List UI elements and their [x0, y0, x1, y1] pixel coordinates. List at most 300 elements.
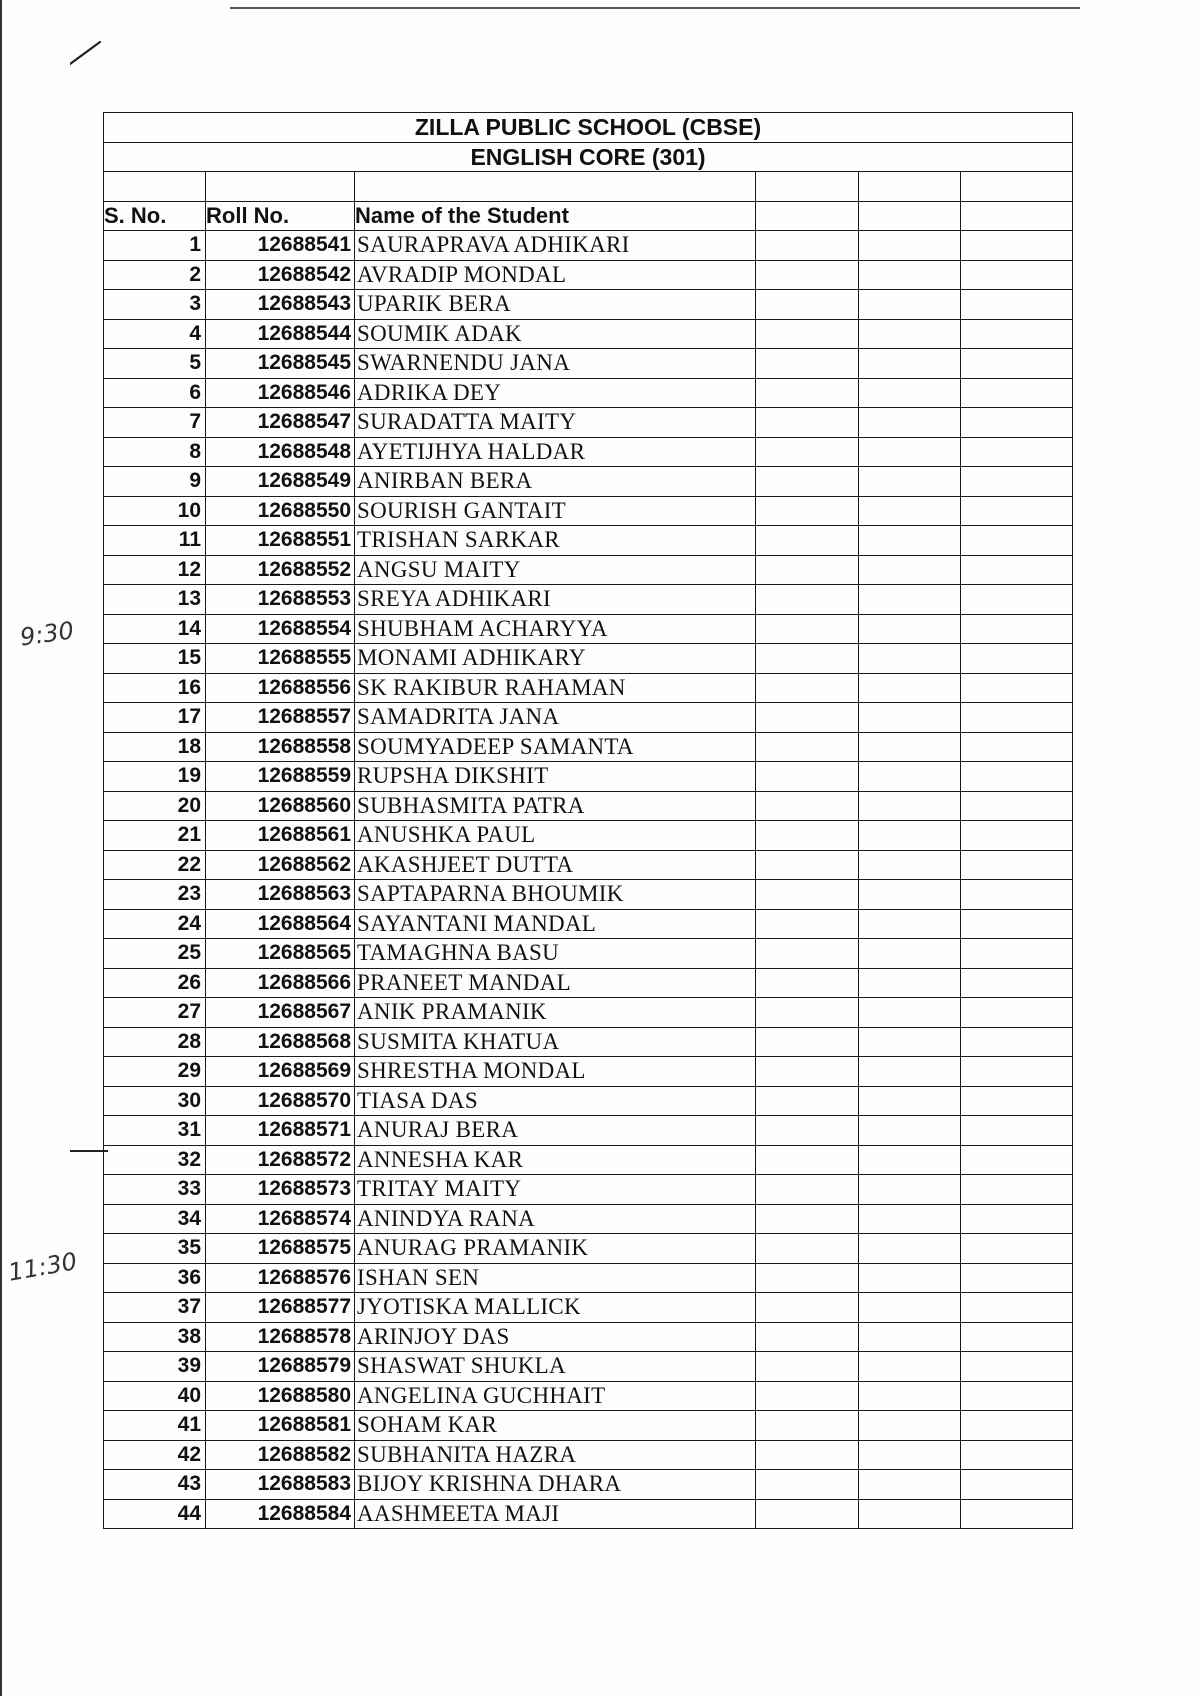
table-row — [104, 408, 1073, 438]
student-serial: 26 — [104, 968, 206, 998]
table-row — [104, 968, 1073, 998]
blank-cell — [859, 290, 961, 320]
blank-cell — [961, 732, 1073, 762]
table-row — [104, 1116, 1073, 1146]
title-row — [104, 113, 1073, 143]
student-name: AASHMEETA MAJI — [355, 1499, 756, 1529]
blank-cell — [756, 1470, 859, 1500]
blank-cell — [961, 939, 1073, 969]
name-header: Name of the Student — [355, 201, 756, 231]
blank-cell — [756, 1381, 859, 1411]
student-name: ANIRBAN BERA — [355, 467, 756, 497]
blank-cell — [859, 1499, 961, 1529]
table-row — [104, 231, 1073, 261]
blank-cell — [961, 585, 1073, 615]
blank-cell — [756, 1440, 859, 1470]
student-serial: 27 — [104, 998, 206, 1028]
blank-header-3 — [961, 201, 1073, 231]
blank-cell — [756, 673, 859, 703]
student-name: TIASA DAS — [355, 1086, 756, 1116]
student-roll-number: 12688579 — [206, 1352, 355, 1382]
student-name: SUSMITA KHATUA — [355, 1027, 756, 1057]
column-header-row — [104, 201, 1073, 231]
student-serial: 41 — [104, 1411, 206, 1441]
blank-cell — [756, 1175, 859, 1205]
scan-edge — [0, 0, 2, 1696]
student-roll-number: 12688543 — [206, 290, 355, 320]
table-row — [104, 526, 1073, 556]
table-row — [104, 1499, 1073, 1529]
blank-cell — [961, 1175, 1073, 1205]
student-roll-number: 12688568 — [206, 1027, 355, 1057]
blank-cell — [756, 1499, 859, 1529]
blank-cell — [859, 673, 961, 703]
subject-title: ENGLISH CORE (301) — [104, 142, 1073, 172]
table-row — [104, 614, 1073, 644]
subject-row — [104, 142, 1073, 172]
blank-cell — [961, 703, 1073, 733]
blank-cell — [756, 1322, 859, 1352]
student-roll-number: 12688563 — [206, 880, 355, 910]
blank-cell — [961, 1204, 1073, 1234]
table-row — [104, 1411, 1073, 1441]
student-serial: 17 — [104, 703, 206, 733]
table-row — [104, 703, 1073, 733]
student-roll-number: 12688549 — [206, 467, 355, 497]
blank-cell — [859, 378, 961, 408]
blank-cell — [961, 467, 1073, 497]
student-roll-number: 12688581 — [206, 1411, 355, 1441]
student-roll-number: 12688558 — [206, 732, 355, 762]
blank-cell — [961, 1352, 1073, 1382]
student-serial: 44 — [104, 1499, 206, 1529]
student-name: SREYA ADHIKARI — [355, 585, 756, 615]
student-roll-number: 12688572 — [206, 1145, 355, 1175]
blank-cell — [756, 1057, 859, 1087]
student-roll-number: 12688580 — [206, 1381, 355, 1411]
student-name: SAURAPRAVA ADHIKARI — [355, 231, 756, 261]
margin-note-time-2: 11:30 — [6, 1247, 80, 1287]
blank-cell — [961, 526, 1073, 556]
blank-cell — [961, 260, 1073, 290]
student-roll-number: 12688555 — [206, 644, 355, 674]
table-row — [104, 762, 1073, 792]
blank-cell — [756, 260, 859, 290]
student-name: SUBHASMITA PATRA — [355, 791, 756, 821]
student-serial: 24 — [104, 909, 206, 939]
table-row — [104, 880, 1073, 910]
blank-cell — [756, 319, 859, 349]
blank-cell — [961, 437, 1073, 467]
blank-cell — [961, 968, 1073, 998]
student-name: RUPSHA DIKSHIT — [355, 762, 756, 792]
student-name: ANURAG PRAMANIK — [355, 1234, 756, 1264]
student-roll-number: 12688547 — [206, 408, 355, 438]
blank-cell — [756, 496, 859, 526]
blank-cell — [756, 1411, 859, 1441]
student-name: ANURAJ BERA — [355, 1116, 756, 1146]
blank-cell — [756, 1204, 859, 1234]
student-roll-number: 12688575 — [206, 1234, 355, 1264]
student-serial: 8 — [104, 437, 206, 467]
blank-cell — [859, 614, 961, 644]
blank-cell — [859, 1027, 961, 1057]
student-serial: 15 — [104, 644, 206, 674]
student-serial: 35 — [104, 1234, 206, 1264]
student-serial: 34 — [104, 1204, 206, 1234]
blank-cell — [961, 791, 1073, 821]
blank-cell — [961, 1027, 1073, 1057]
table-row — [104, 1263, 1073, 1293]
blank-cell — [859, 703, 961, 733]
blank-cell — [859, 437, 961, 467]
student-name: TRISHAN SARKAR — [355, 526, 756, 556]
student-serial: 16 — [104, 673, 206, 703]
blank-header-1 — [756, 201, 859, 231]
blank-cell — [756, 585, 859, 615]
table-row — [104, 939, 1073, 969]
table-row — [104, 1027, 1073, 1057]
table-row — [104, 673, 1073, 703]
student-serial: 14 — [104, 614, 206, 644]
student-serial: 33 — [104, 1175, 206, 1205]
blank-cell — [756, 968, 859, 998]
student-name: SOUMYADEEP SAMANTA — [355, 732, 756, 762]
student-name: ANIK PRAMANIK — [355, 998, 756, 1028]
student-serial: 2 — [104, 260, 206, 290]
student-serial: 43 — [104, 1470, 206, 1500]
blank-cell — [756, 821, 859, 851]
blank-cell — [961, 555, 1073, 585]
blank-cell — [859, 260, 961, 290]
blank-cell — [859, 1293, 961, 1323]
student-serial: 9 — [104, 467, 206, 497]
table-row — [104, 732, 1073, 762]
blank-cell — [859, 1145, 961, 1175]
student-serial: 10 — [104, 496, 206, 526]
table-row — [104, 378, 1073, 408]
blank-cell — [756, 703, 859, 733]
blank-cell — [961, 850, 1073, 880]
blank-cell — [756, 1027, 859, 1057]
student-name: ARINJOY DAS — [355, 1322, 756, 1352]
student-name: ISHAN SEN — [355, 1263, 756, 1293]
student-serial: 39 — [104, 1352, 206, 1382]
student-roll-number: 12688551 — [206, 526, 355, 556]
table-row — [104, 1352, 1073, 1382]
table-row — [104, 467, 1073, 497]
blank-cell — [859, 1204, 961, 1234]
blank-cell — [859, 1440, 961, 1470]
student-name: MONAMI ADHIKARY — [355, 644, 756, 674]
student-serial: 31 — [104, 1116, 206, 1146]
blank-cell — [756, 1352, 859, 1382]
blank-cell — [756, 1145, 859, 1175]
margin-note-time-1: 9:30 — [18, 616, 76, 652]
blank-cell — [859, 349, 961, 379]
student-serial: 6 — [104, 378, 206, 408]
blank-cell — [859, 791, 961, 821]
student-roll-number: 12688546 — [206, 378, 355, 408]
student-roll-number: 12688552 — [206, 555, 355, 585]
blank-cell — [859, 850, 961, 880]
table-row — [104, 319, 1073, 349]
blank-cell — [961, 1381, 1073, 1411]
table-row — [104, 821, 1073, 851]
blank-cell — [756, 1116, 859, 1146]
student-name: SWARNENDU JANA — [355, 349, 756, 379]
student-name: ADRIKA DEY — [355, 378, 756, 408]
student-name: SK RAKIBUR RAHAMAN — [355, 673, 756, 703]
student-roll-number: 12688566 — [206, 968, 355, 998]
blank-cell — [756, 408, 859, 438]
student-serial: 25 — [104, 939, 206, 969]
student-serial: 22 — [104, 850, 206, 880]
student-roll-number: 12688565 — [206, 939, 355, 969]
blank-cell — [961, 1086, 1073, 1116]
student-name: BIJOY KRISHNA DHARA — [355, 1470, 756, 1500]
blank-cell — [756, 732, 859, 762]
student-name: UPARIK BERA — [355, 290, 756, 320]
blank-cell — [961, 762, 1073, 792]
student-serial: 19 — [104, 762, 206, 792]
blank-cell — [859, 408, 961, 438]
student-name: SAPTAPARNA BHOUMIK — [355, 880, 756, 910]
student-roll-number: 12688576 — [206, 1263, 355, 1293]
student-serial: 28 — [104, 1027, 206, 1057]
table-row — [104, 437, 1073, 467]
blank-cell — [859, 821, 961, 851]
table-row — [104, 1204, 1073, 1234]
blank-cell — [961, 821, 1073, 851]
blank-cell — [859, 231, 961, 261]
blank-cell — [961, 1145, 1073, 1175]
student-name: SOUMIK ADAK — [355, 319, 756, 349]
blank-cell — [859, 1057, 961, 1087]
student-serial: 3 — [104, 290, 206, 320]
student-roll-number: 12688556 — [206, 673, 355, 703]
student-roll-number: 12688554 — [206, 614, 355, 644]
student-name: SAMADRITA JANA — [355, 703, 756, 733]
blank-cell — [756, 850, 859, 880]
blank-cell — [859, 496, 961, 526]
table-row — [104, 1057, 1073, 1087]
table-row — [104, 998, 1073, 1028]
student-roll-number: 12688570 — [206, 1086, 355, 1116]
blank-cell — [859, 555, 961, 585]
blank-cell — [859, 585, 961, 615]
student-serial: 21 — [104, 821, 206, 851]
blank-cell — [756, 998, 859, 1028]
blank-cell — [756, 1234, 859, 1264]
blank-cell — [756, 1086, 859, 1116]
blank-cell — [961, 231, 1073, 261]
student-serial: 37 — [104, 1293, 206, 1323]
blank-cell — [961, 1263, 1073, 1293]
student-name: SUBHANITA HAZRA — [355, 1440, 756, 1470]
student-roll-number: 12688564 — [206, 909, 355, 939]
student-name: SHRESTHA MONDAL — [355, 1057, 756, 1087]
student-serial: 23 — [104, 880, 206, 910]
blank-cell — [961, 880, 1073, 910]
student-name: SHUBHAM ACHARYYA — [355, 614, 756, 644]
table-row — [104, 260, 1073, 290]
student-roll-number: 12688569 — [206, 1057, 355, 1087]
blank-cell — [961, 319, 1073, 349]
blank-cell — [859, 909, 961, 939]
student-name: ANUSHKA PAUL — [355, 821, 756, 851]
student-name: SURADATTA MAITY — [355, 408, 756, 438]
student-roll-number: 12688542 — [206, 260, 355, 290]
blank-cell — [859, 1411, 961, 1441]
student-serial: 38 — [104, 1322, 206, 1352]
blank-cell — [961, 673, 1073, 703]
student-name: SAYANTANI MANDAL — [355, 909, 756, 939]
student-roll-number: 12688578 — [206, 1322, 355, 1352]
blank-cell — [756, 231, 859, 261]
student-name: AVRADIP MONDAL — [355, 260, 756, 290]
blank-cell — [859, 968, 961, 998]
blank-cell — [961, 644, 1073, 674]
student-name: SOURISH GANTAIT — [355, 496, 756, 526]
blank-cell — [859, 526, 961, 556]
table-row — [104, 555, 1073, 585]
blank-cell — [859, 762, 961, 792]
blank-cell — [756, 939, 859, 969]
student-serial: 5 — [104, 349, 206, 379]
blank-cell — [961, 378, 1073, 408]
table-row — [104, 644, 1073, 674]
student-name: SOHAM KAR — [355, 1411, 756, 1441]
blank-cell — [961, 1470, 1073, 1500]
student-serial: 40 — [104, 1381, 206, 1411]
student-roll-number: 12688562 — [206, 850, 355, 880]
student-serial: 20 — [104, 791, 206, 821]
student-serial: 29 — [104, 1057, 206, 1087]
student-roster-table — [103, 112, 1073, 1529]
table-row — [104, 1381, 1073, 1411]
blank-cell — [859, 1175, 961, 1205]
table-row — [104, 1175, 1073, 1205]
table-row — [104, 1322, 1073, 1352]
student-name: AKASHJEET DUTTA — [355, 850, 756, 880]
blank-cell — [756, 1263, 859, 1293]
blank-cell — [859, 319, 961, 349]
student-roll-number: 12688577 — [206, 1293, 355, 1323]
blank-cell — [756, 614, 859, 644]
student-serial: 1 — [104, 231, 206, 261]
student-roll-number: 12688548 — [206, 437, 355, 467]
student-roll-number: 12688561 — [206, 821, 355, 851]
school-title: ZILLA PUBLIC SCHOOL (CBSE) — [104, 113, 1073, 143]
sno-header: S. No. — [104, 201, 206, 231]
blank-cell — [961, 998, 1073, 1028]
blank-cell — [961, 1440, 1073, 1470]
student-roll-number: 12688559 — [206, 762, 355, 792]
table-row — [104, 1293, 1073, 1323]
blank-cell — [756, 644, 859, 674]
student-serial: 7 — [104, 408, 206, 438]
student-serial: 11 — [104, 526, 206, 556]
blank-cell — [859, 1263, 961, 1293]
student-roll-number: 12688582 — [206, 1440, 355, 1470]
blank-cell — [859, 732, 961, 762]
student-name: JYOTISKA MALLICK — [355, 1293, 756, 1323]
student-roll-number: 12688557 — [206, 703, 355, 733]
blank-cell — [756, 378, 859, 408]
blank-cell — [859, 644, 961, 674]
table-row — [104, 850, 1073, 880]
blank-cell — [961, 1234, 1073, 1264]
blank-cell — [859, 1086, 961, 1116]
blank-cell — [961, 349, 1073, 379]
blank-cell — [756, 555, 859, 585]
student-name: ANINDYA RANA — [355, 1204, 756, 1234]
student-roll-number: 12688571 — [206, 1116, 355, 1146]
student-name: ANNESHA KAR — [355, 1145, 756, 1175]
table-row — [104, 791, 1073, 821]
table-row — [104, 1086, 1073, 1116]
roll-header: Roll No. — [206, 201, 355, 231]
student-serial: 13 — [104, 585, 206, 615]
table-row — [104, 349, 1073, 379]
blank-cell — [961, 1116, 1073, 1146]
student-name: SHASWAT SHUKLA — [355, 1352, 756, 1382]
student-serial: 36 — [104, 1263, 206, 1293]
table-row — [104, 585, 1073, 615]
table-row — [104, 290, 1073, 320]
student-roll-number: 12688583 — [206, 1470, 355, 1500]
blank-cell — [756, 526, 859, 556]
table-row — [104, 1145, 1073, 1175]
student-roll-number: 12688553 — [206, 585, 355, 615]
blank-cell — [961, 1322, 1073, 1352]
table-row — [104, 1470, 1073, 1500]
blank-cell — [961, 1499, 1073, 1529]
blank-cell — [859, 1234, 961, 1264]
student-roll-number: 12688560 — [206, 791, 355, 821]
blank-cell — [756, 1293, 859, 1323]
student-serial: 4 — [104, 319, 206, 349]
spacer-row — [104, 172, 1073, 202]
student-serial: 12 — [104, 555, 206, 585]
student-serial: 30 — [104, 1086, 206, 1116]
blank-cell — [859, 1116, 961, 1146]
blank-cell — [961, 496, 1073, 526]
student-name: AYETIJHYA HALDAR — [355, 437, 756, 467]
student-serial: 18 — [104, 732, 206, 762]
student-name: ANGSU MAITY — [355, 555, 756, 585]
blank-cell — [859, 1381, 961, 1411]
blank-cell — [961, 909, 1073, 939]
blank-cell — [961, 290, 1073, 320]
student-roll-number: 12688550 — [206, 496, 355, 526]
table-row — [104, 496, 1073, 526]
blank-cell — [859, 998, 961, 1028]
blank-cell — [756, 349, 859, 379]
table-row — [104, 909, 1073, 939]
student-serial: 42 — [104, 1440, 206, 1470]
blank-cell — [756, 437, 859, 467]
table-row — [104, 1234, 1073, 1264]
blank-cell — [859, 939, 961, 969]
student-roll-number: 12688574 — [206, 1204, 355, 1234]
blank-cell — [756, 467, 859, 497]
blank-cell — [961, 1411, 1073, 1441]
student-name: ANGELINA GUCHHAIT — [355, 1381, 756, 1411]
student-roll-number: 12688545 — [206, 349, 355, 379]
blank-cell — [756, 880, 859, 910]
